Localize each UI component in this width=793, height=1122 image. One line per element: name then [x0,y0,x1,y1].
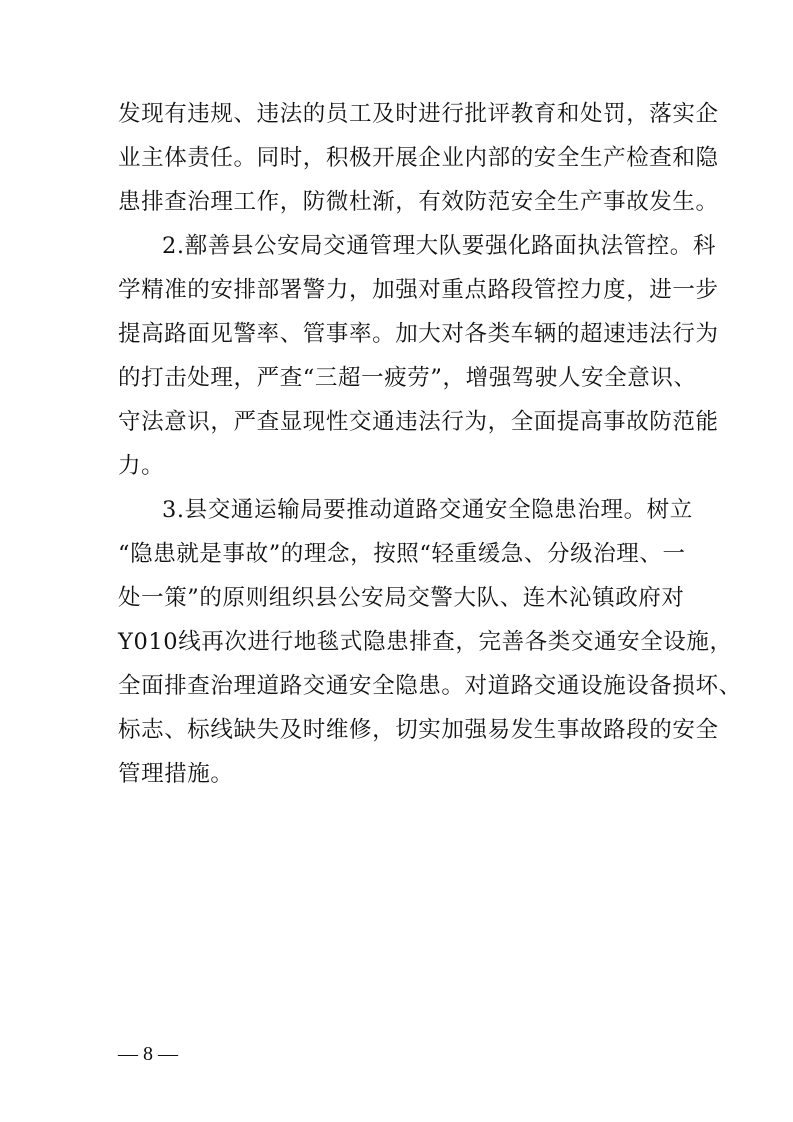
paragraph-3-line-6: 标志、标线缺失及时维修，切实加强易发生事故路段的安全 [118,717,719,743]
paragraph-2-line-6: 力。 [118,453,165,479]
paragraph-1-line-3: 患排查治理工作，防微杜渐，有效防范安全生产事故发生。 [118,189,719,215]
paragraph-2-line-1: 2.鄯善县公安局交通管理大队要强化路面执法管控。科 [162,233,716,259]
paragraph-1-line-2: 业主体责任。同时，积极开展企业内部的安全生产检查和隐 [118,145,719,171]
paragraph-3-line-2: “隐患就是事故”的理念，按照“轻重缓急、分级治理、一 [118,541,686,567]
page-number: — 8 — [118,1043,178,1065]
paragraph-3-line-3: 处一策”的原则组织县公安局交警大队、连木沁镇政府对 [118,585,685,611]
paragraph-2-line-3: 提高路面见警率、管事率。加大对各类车辆的超速违法行为 [118,321,719,347]
paragraph-3-line-5: 全面排查治理道路交通安全隐患。对道路交通设施设备损坏、 [118,673,742,699]
paragraph-1-line-1: 发现有违规、违法的员工及时进行批评教育和处罚，落实企 [118,101,719,127]
paragraph-3-line-1: 3.县交通运输局要推动道路交通安全隐患治理。树立 [162,497,693,523]
paragraph-2-line-5: 守法意识，严查显现性交通违法行为，全面提高事故防范能 [118,409,719,435]
paragraph-3-line-4: Y010线再次进行地毯式隐患排查，完善各类交通安全设施， [118,629,733,655]
paragraph-2-line-2: 学精准的安排部署警力，加强对重点路段管控力度，进一步 [118,277,719,303]
paragraph-2-line-4: 的打击处理，严查“三超一疲劳”，增强驾驶人安全意识、 [118,365,697,391]
paragraph-3-line-7: 管理措施。 [118,761,234,787]
